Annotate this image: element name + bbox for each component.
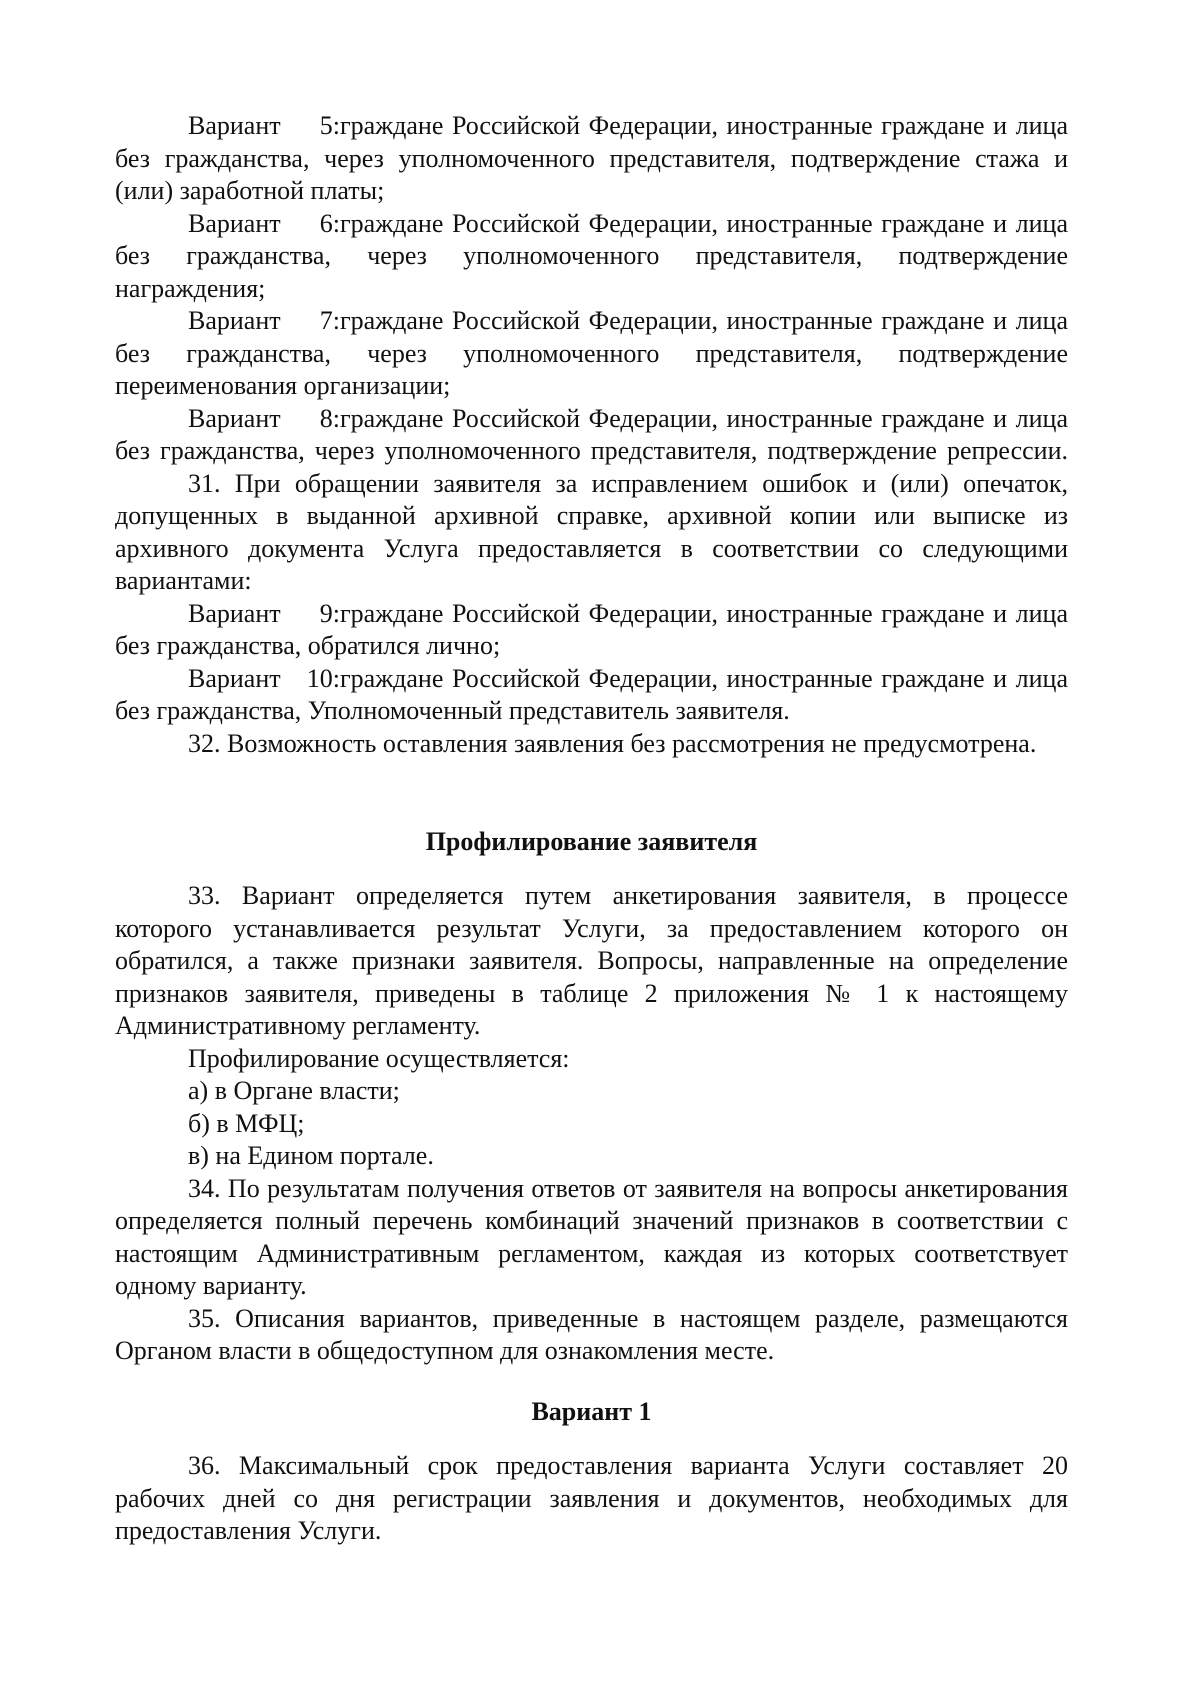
variant-7-label: Вариант 7: — [188, 306, 340, 335]
variant-7-first-line: граждане Российской Федерации, иностранные граждане и лица — [340, 306, 1068, 335]
paragraph-34-line: определяется полный перечень комбинаций значений признаков в соответствии с — [115, 1206, 1068, 1235]
paragraph-36-line: предоставления Услуги. — [115, 1516, 382, 1545]
variant-8-paragraph — [115, 403, 1068, 468]
variant-6-line: награждения; — [115, 273, 266, 303]
variant-8-first-line: граждане Российской Федерации, иностранные граждане и лица — [340, 403, 1068, 433]
paragraph-33-line: обратился, а также признаки заявителя. Вопросы, направленные на определение — [115, 946, 1068, 975]
variant-10-line: без гражданства, Уполномоченный представитель заявителя. — [115, 696, 790, 725]
paragraph-33-line: Административному регламенту. — [115, 1011, 481, 1040]
variant-10-first-line: граждане Российской Федерации, иностранные граждане и лица — [340, 663, 1068, 693]
variant-9-first-line: граждане Российской Федерации, иностранные граждане и лица — [340, 598, 1068, 628]
paragraph-31-line: архивного документа Услуга предоставляется в соответствии со следующими — [115, 533, 1068, 563]
paragraph-34-line: настоящим Административным регламентом, каждая из которых соответствует — [115, 1238, 1068, 1268]
variant-5-line: (или) заработной платы; — [115, 176, 385, 205]
paragraph-35-line: 35. Описания вариантов, приведенные в настоящем разделе, размещаются — [188, 1303, 1068, 1333]
profiling-list-item: а) в Органе власти; — [188, 1076, 400, 1105]
profiling-intro: Профилирование осуществляется: — [188, 1043, 570, 1073]
variant-7-line: переименования организации; — [115, 371, 451, 400]
paragraph-31-line: вариантами: — [115, 566, 252, 595]
variant-9-paragraph — [115, 598, 1068, 663]
section-heading-variant-1: Вариант 1 — [531, 1397, 652, 1426]
paragraph-34-line: 34. По результатам получения ответов от заявителя на вопросы анкетирования — [188, 1173, 1068, 1203]
variant-6-first-line: граждане Российской Федерации, иностранные граждане и лица — [340, 208, 1068, 238]
variant-5-line: без гражданства, через уполномоченного представителя, подтверждение стажа и — [115, 143, 1068, 173]
variant-8-line: без гражданства, через уполномоченного представителя, подтверждение репрессии. — [115, 436, 1068, 465]
paragraph-35-line: Органом власти в общедоступном для ознакомления месте. — [115, 1336, 775, 1365]
variant-6-label: Вариант 6: — [188, 208, 340, 238]
paragraph-35 — [115, 1303, 1068, 1368]
variant-6-paragraph — [115, 208, 1068, 306]
paragraph-33-line: которого устанавливается результат Услуги, за предоставлением которого он — [115, 913, 1068, 943]
paragraph-33-line: 33. Вариант определяется путем анкетирования заявителя, в процессе — [188, 881, 1068, 910]
paragraph-36-line: рабочих дней со дня регистрации заявления и документов, необходимых для — [115, 1483, 1068, 1513]
profiling-list — [115, 1043, 1068, 1173]
paragraph-32-line: 32. Возможность оставления заявления без рассмотрения не предусмотрена. — [188, 728, 1037, 758]
variant-10-paragraph — [115, 663, 1068, 728]
paragraph-34 — [115, 1173, 1068, 1303]
profiling-list-item: в) на Едином портале. — [188, 1141, 434, 1170]
variant-9-label: Вариант 9: — [188, 598, 340, 628]
variant-9-line: без гражданства, обратился лично; — [115, 631, 501, 660]
variant-7-line: без гражданства, через уполномоченного представителя, подтверждение — [115, 338, 1068, 368]
paragraph-34-line: одному варианту. — [115, 1271, 307, 1300]
paragraph-31-line: допущенных в выданной архивной справке, архивной копии или выписке из — [115, 501, 1068, 530]
paragraph-33-line: признаков заявителя, приведены в таблице 2 приложения № 1 к настоящему — [115, 978, 1068, 1008]
variant-5-paragraph — [115, 110, 1068, 208]
paragraph-31-line: 31. При обращении заявителя за исправлением ошибок и (или) опечаток, — [188, 468, 1068, 498]
paragraph-32 — [115, 728, 1068, 761]
paragraph-33 — [115, 880, 1068, 1043]
paragraph-36 — [115, 1450, 1068, 1548]
section-heading-profiling: Профилирование заявителя — [425, 827, 758, 856]
variant-8-label: Вариант 8: — [188, 403, 340, 433]
variant-6-line: без гражданства, через уполномоченного представителя, подтверждение — [115, 241, 1068, 270]
variant-7-paragraph — [115, 305, 1068, 403]
paragraph-36-line: 36. Максимальный срок предоставления варианта Услуги составляет 20 — [188, 1451, 1068, 1480]
variant-5-first-line: граждане Российской Федерации, иностранные граждане и лица — [340, 111, 1068, 140]
variant-10-label: Вариант 10: — [188, 663, 340, 693]
profiling-list-item: б) в МФЦ; — [188, 1108, 305, 1138]
variant-5-label: Вариант 5: — [188, 111, 340, 140]
paragraph-31 — [115, 468, 1068, 598]
